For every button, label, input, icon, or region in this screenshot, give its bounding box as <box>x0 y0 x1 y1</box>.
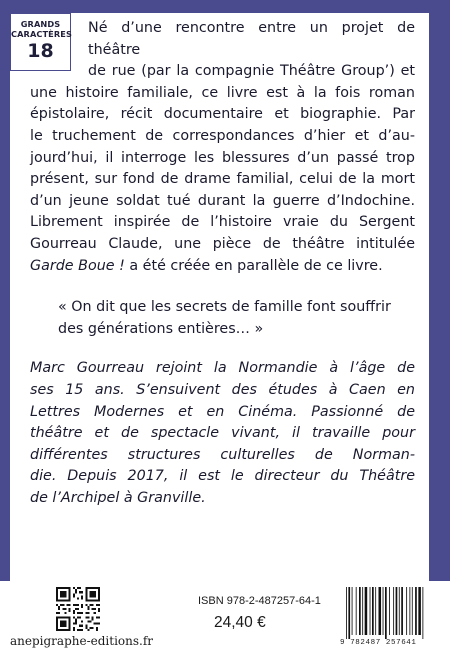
isbn-number: ISBN 978-2-487257-64-1 <box>198 595 321 607</box>
barcode-bar <box>379 587 382 635</box>
barcode-bar <box>359 587 361 635</box>
bio-line: différentes structures culturelles de Norman- <box>30 446 415 463</box>
barcode-bar <box>409 587 410 635</box>
summary-line: Librement inspirée de l’histoire vraie du Sergent <box>30 214 415 231</box>
summary-line: Né d’une rencontre entre un projet de théâtre <box>88 20 415 58</box>
badge-size: 18 <box>27 40 54 62</box>
badge-line-2: CARACTÈRES <box>11 29 72 39</box>
barcode-bar <box>352 587 353 635</box>
barcode-bar <box>401 587 403 635</box>
summary-line: le truchement de correspondances d’hier et d’au- <box>30 127 415 144</box>
barcode-bar <box>375 587 376 635</box>
summary-line-last-rest: a été créée en parallèle de ce livre. <box>124 257 383 274</box>
bio-line: Lettres Modernes et en Cinéma. Passionné de <box>30 403 415 420</box>
summary-line-last <box>30 256 415 278</box>
barcode-bar <box>365 587 368 635</box>
large-print-badge <box>10 13 71 71</box>
barcode-bar <box>383 587 384 635</box>
summary-line: épistolaire, récit documentaire et biographie. Par <box>30 106 415 123</box>
barcode-bar <box>393 587 394 635</box>
barcode-bar <box>415 587 417 635</box>
barcode-bar <box>370 587 371 635</box>
back-cover-panel <box>10 13 429 581</box>
barcode-bar <box>399 587 400 635</box>
barcode-bar <box>385 587 387 639</box>
bio-line: Marc Gourreau rejoint la Normandie à l’âge de <box>30 360 415 377</box>
summary-line: d’un jeune soldat tué durant la guerre d’Indochine. <box>30 192 415 209</box>
barcode-bar <box>406 587 407 635</box>
badge-line-1: GRANDS <box>20 19 61 29</box>
author-bio <box>30 358 415 509</box>
bio-line: de l’Archipel à Granville. <box>30 489 206 506</box>
barcode-digits: 9 782487 257641 <box>340 639 417 647</box>
price-label: 24,40 € <box>214 614 266 631</box>
barcode-bar <box>356 587 357 635</box>
barcode-bar <box>346 587 347 639</box>
summary-line: présent, sur fond de drame familial, celui de la mort <box>30 171 415 188</box>
play-title: Garde Boue ! <box>30 257 125 274</box>
barcode-bar <box>389 587 390 635</box>
publisher-website[interactable]: anepigraphe-editions.fr <box>10 634 154 648</box>
barcode-bar <box>412 587 413 635</box>
barcode-bar <box>362 587 363 635</box>
summary-paragraph <box>30 18 415 277</box>
barcode-bar <box>418 587 421 635</box>
blurb-text <box>30 18 415 509</box>
pull-quote: « On dit que les secrets de famille font souffrir des générations entières… » <box>58 299 391 337</box>
barcode-bar <box>422 587 423 639</box>
summary-line: jourd’hui, il interroge les blessures d’un passé trop <box>30 149 415 166</box>
bio-line: die. Depuis 2017, il est le directeur du Théâtre <box>30 468 415 485</box>
summary-line: de rue (par la compagnie Théâtre Group’) et <box>88 63 415 80</box>
bio-line: théâtre et de spectacle vivant, il travaille pour <box>30 425 415 442</box>
bio-line: ses 15 ans. S’ensuivent des études à Caen en <box>30 381 415 398</box>
summary-line: une histoire familiale, ce livre est à la fois roman <box>30 84 415 101</box>
barcode-bar <box>372 587 374 635</box>
qr-code-icon[interactable] <box>56 587 100 631</box>
barcode-bar <box>348 587 350 639</box>
barcode-bar <box>396 587 398 635</box>
footer-strip <box>0 581 450 654</box>
summary-line: Gourreau Claude, une pièce de théâtre intitulée <box>30 235 415 252</box>
